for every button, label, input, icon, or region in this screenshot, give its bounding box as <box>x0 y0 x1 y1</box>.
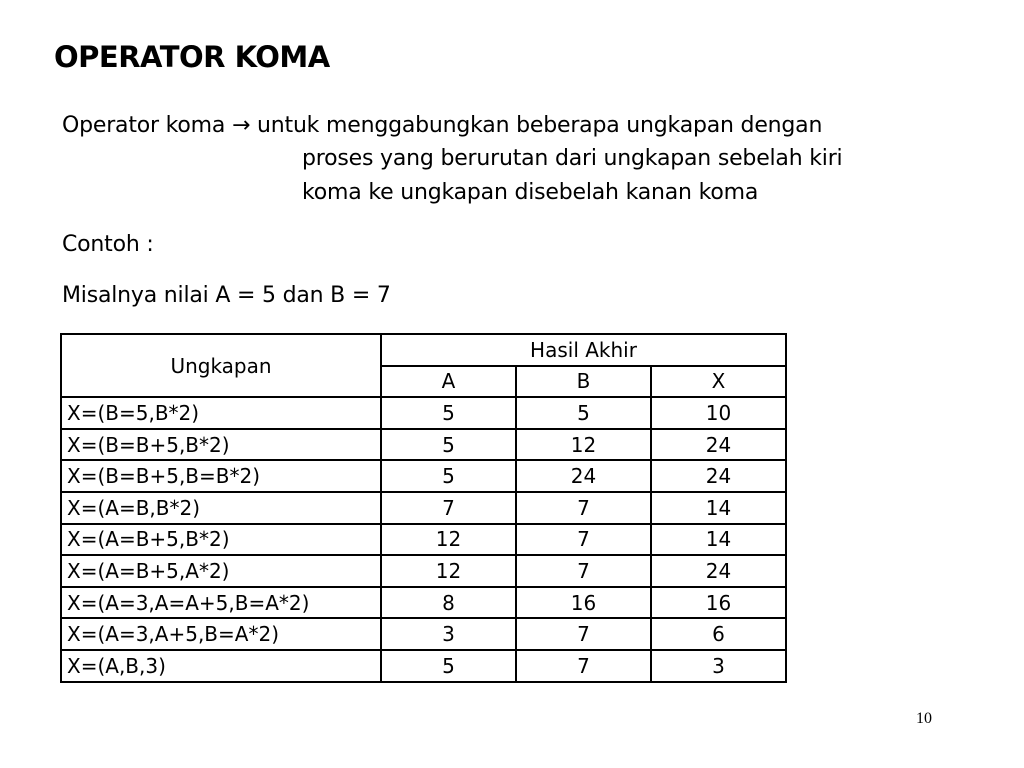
value-b-cell: 7 <box>516 524 651 556</box>
value-x-cell: 10 <box>651 397 786 429</box>
description-line-3: koma ke ungkapan disebelah kanan koma <box>302 180 759 205</box>
value-a-cell: 12 <box>381 524 516 556</box>
value-x-cell: 6 <box>651 618 786 650</box>
header-col-a: A <box>381 366 516 398</box>
value-b-cell: 12 <box>516 429 651 461</box>
table-row <box>61 397 786 429</box>
expression-cell: X=(A=3,A=A+5,B=A*2) <box>61 587 381 619</box>
header-col-b: B <box>516 366 651 398</box>
value-x-cell: 24 <box>651 555 786 587</box>
table-row <box>61 618 786 650</box>
value-x-cell: 14 <box>651 524 786 556</box>
table-header-row <box>61 334 786 366</box>
description-lead: Operator koma <box>62 113 232 138</box>
table-row <box>61 429 786 461</box>
expression-cell: X=(A=3,A+5,B=A*2) <box>61 618 381 650</box>
value-a-cell: 12 <box>381 555 516 587</box>
value-x-cell: 24 <box>651 460 786 492</box>
value-a-cell: 3 <box>381 618 516 650</box>
slide-title: OPERATOR KOMA <box>54 40 330 74</box>
header-col-x: X <box>651 366 786 398</box>
page-number: 10 <box>916 710 932 727</box>
right-arrow-icon: → <box>232 113 251 138</box>
header-ungkapan: Ungkapan <box>61 334 381 397</box>
given-values-text: Misalnya nilai A = 5 dan B = 7 <box>62 283 391 308</box>
description-line-2: proses yang berurutan dari ungkapan sebelah kiri <box>302 146 843 171</box>
value-a-cell: 7 <box>381 492 516 524</box>
expression-cell: X=(B=B+5,B*2) <box>61 429 381 461</box>
value-b-cell: 7 <box>516 492 651 524</box>
value-x-cell: 14 <box>651 492 786 524</box>
expression-cell: X=(A,B,3) <box>61 650 381 682</box>
table-row <box>61 524 786 556</box>
table-row <box>61 650 786 682</box>
result-table <box>60 333 787 683</box>
value-a-cell: 5 <box>381 429 516 461</box>
expression-cell: X=(A=B,B*2) <box>61 492 381 524</box>
example-label: Contoh : <box>62 232 154 257</box>
value-a-cell: 5 <box>381 397 516 429</box>
value-b-cell: 16 <box>516 587 651 619</box>
expression-cell: X=(B=5,B*2) <box>61 397 381 429</box>
value-a-cell: 5 <box>381 460 516 492</box>
value-x-cell: 3 <box>651 650 786 682</box>
value-b-cell: 24 <box>516 460 651 492</box>
table-row <box>61 460 786 492</box>
value-b-cell: 7 <box>516 650 651 682</box>
value-x-cell: 24 <box>651 429 786 461</box>
expression-cell: X=(B=B+5,B=B*2) <box>61 460 381 492</box>
value-a-cell: 5 <box>381 650 516 682</box>
expression-cell: X=(A=B+5,A*2) <box>61 555 381 587</box>
value-b-cell: 5 <box>516 397 651 429</box>
value-a-cell: 8 <box>381 587 516 619</box>
value-b-cell: 7 <box>516 555 651 587</box>
description-line-1-rest: untuk menggabungkan beberapa ungkapan dengan <box>250 113 823 138</box>
header-hasil-akhir: Hasil Akhir <box>381 334 786 366</box>
table-row <box>61 492 786 524</box>
value-b-cell: 7 <box>516 618 651 650</box>
description-line-1 <box>62 113 822 138</box>
expression-cell: X=(A=B+5,B*2) <box>61 524 381 556</box>
table-row <box>61 555 786 587</box>
table-row <box>61 587 786 619</box>
value-x-cell: 16 <box>651 587 786 619</box>
